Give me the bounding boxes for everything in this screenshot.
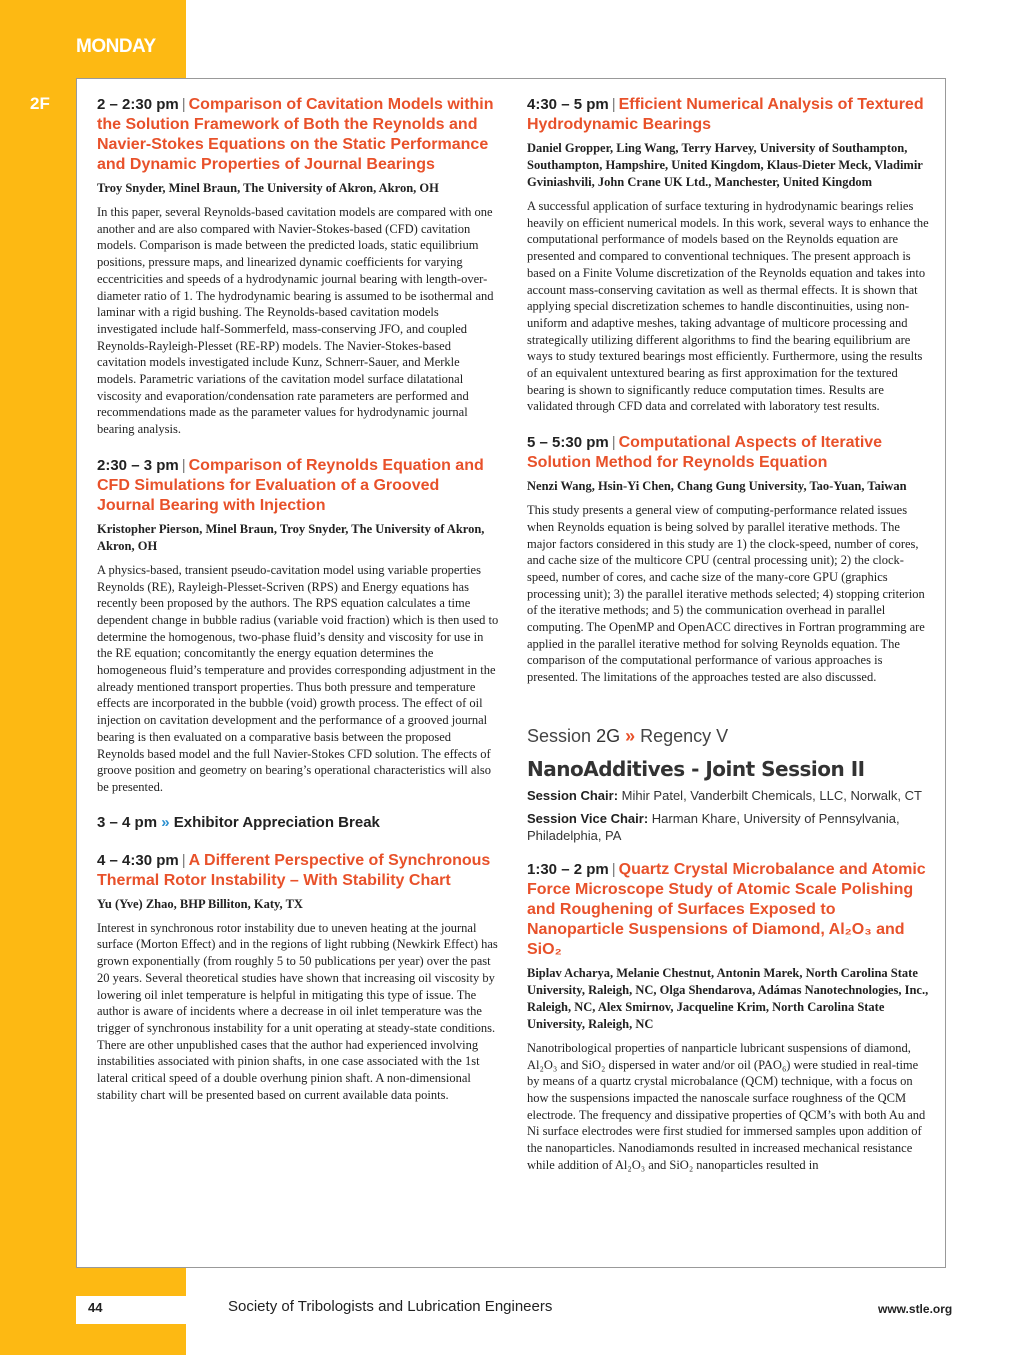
talk-time: 4:30 – 5 pm	[527, 96, 609, 113]
break-time: 3 – 4 pm	[97, 813, 158, 831]
break-item	[97, 814, 499, 831]
talk-time: 4 – 4:30 pm	[97, 851, 179, 869]
talk-authors: Kristopher Pierson, Minel Braun, Troy Snyder, The University of Akron, Akron, OH	[97, 521, 485, 553]
chair-label: Session Chair:	[527, 787, 619, 803]
talk-time: 2:30 – 3 pm	[97, 456, 179, 474]
chair-name: Mihir Patel, Vanderbilt Chemicals, LLC, Norwalk, CT	[621, 787, 922, 803]
left-column	[97, 95, 499, 1121]
session-prefix: Session	[527, 725, 592, 746]
session-chair	[527, 787, 929, 804]
talk-title: Computational Aspects of Iterative Solution Method for Reynolds Equation	[527, 434, 883, 472]
talk-abstract: Interest in synchronous rotor instability due to uneven heating at the journal surface (Morton Effect) and in the regions of light rubbing (Newkirk Effect) has grown exponentially (from roughly 5 to 50 publications per year) over the past 20 years. Several theoretical studies have shown that increasing oil viscosity by lowering oil inlet temperature is helpful in mitigating this type of issue. The author is aware of incidents where a decrease in oil inlet temperature was the trigger of synchronous instability for a unit operating at steady-state conditions. There are other unpublished cases that the author had experienced involving instabilities associated with pinion shafts, in one case associated with the 1st lateral critical speed of a double overhung pinion shaft. A non-dimensional stability chart will be presented based on current available data points.	[97, 920, 498, 1102]
talk-time: 2 – 2:30 pm	[97, 96, 179, 113]
session-heading	[527, 726, 929, 747]
talk-heading	[97, 851, 499, 891]
vice-chair-label: Session Vice Chair:	[527, 810, 649, 826]
talk-heading	[527, 433, 929, 473]
talk-heading	[527, 860, 929, 960]
separator: |	[611, 860, 616, 878]
talk-abstract: Nanotribological properties of nanparticle lubricant suspensions of diamond, Al₂O₃ and SiO₂ dispersed in water and/or oil (PAO₆) were studied in real-time by means of a quartz crystal microbalance (QCM) technique, with a focus on how the suspensions impacted the nanoscale surface roughness of the QCM electrode. The frequency and dissipative properties of QCM’s with both Au and Ni surface electrodes were first studied for immersed samples upon addition of the nanoparticles. Nanodiamonds resulted in increased mechanical resistance while addition of Al₂O₃ and SiO₂ nanoparticles resulted in	[527, 1040, 926, 1172]
footer-website: www.stle.org	[878, 1302, 953, 1316]
talk-abstract: A successful application of surface texturing in hydrodynamic bearings relies heavily on efficient numerical models. In this work, several ways to enhance the computational performance of models based on the Reynolds equation are presented and compared to conventional techniques. The present approach is based on a Finite Volume discretization of the Reynolds equation and takes into account mass-conserving cavitation as well as thermal effects. It is shown that applying special discretization schemes to handle discontinuities, using non-uniform and adaptive meshes, taking advantage of multicore processing and strategically utilizing different algorithms to find the bearing equilibrium are ways to study textured bearings most efficiently. Furthermore, using the results of an equivalent untextured bearing as first approximation for the textured bearing is shown to significantly reduce computation times. Results are validated through CFD data and correlated with laboratory test results.	[527, 199, 929, 414]
talk-authors: Biplav Acharya, Melanie Chestnut, Antonin Marek, North Carolina State University, Raleigh, NC, Olga Shendarova, Adámas Nanotechnologies, Inc., Raleigh, NC, Alex Smirnov, Jacqueline Krim, North Carolina State University, Raleigh, NC	[527, 965, 929, 1031]
talk-heading	[527, 95, 929, 135]
separator: |	[611, 434, 616, 452]
footer-organization: Society of Tribologists and Lubrication Engineers	[228, 1298, 553, 1315]
separator: |	[611, 96, 616, 113]
talk-heading	[97, 456, 499, 516]
talk-title: A Different Perspective of Synchronous Thermal Rotor Instability – With Stability Chart	[97, 851, 491, 889]
right-column	[527, 95, 929, 1192]
talk-title: Comparison of Cavitation Models within the Solution Framework of Both the Reynolds and Navier-Stokes Equations on the Static Performance and Dynamic Properties of Journal Bearings	[97, 96, 494, 173]
talk-title: Quartz Crystal Microbalance and Atomic Force Microscope Study of Atomic Scale Polishing and Roughening of Surfaces Exposed to Nanoparticle Suspensions of Diamond, Al₂O₃ and SiO₂	[527, 860, 926, 958]
session-title: NanoAdditives - Joint Session II	[527, 756, 865, 781]
talk-title: Efficient Numerical Analysis of Textured Hydrodynamic Bearings	[527, 96, 924, 133]
talk-5	[527, 433, 929, 686]
vice-chair-name: Harman Khare, University of Pennsylvania, Philadelphia, PA	[527, 810, 900, 843]
chevron-icon: »	[625, 725, 636, 746]
content-box	[76, 78, 946, 1268]
session-room: Regency V	[640, 725, 729, 746]
talk-abstract: This study presents a general view of computing-performance related issues when Reynolds equation is being solved by parallel iterative methods. The major factors considered in this study are 1) the clock-speed, number of cores, and cache size of the multicore CPU (central processing unit); 2) the clock-speed, number of cores, and cache size of the many-core GPU (graphics processing unit); 3) the parallel iterative methods selected; 4) stopping criterion of the iterative methods; and 5) the communication overhead in parallel computing. The OpenMP and OpenACC directives in Fortran programming are applied in the parallel iterative method for solving Reynolds equation. The comparison of the computational performance of various approaches is presented. The limitations of the approaches tested are also discussed.	[527, 503, 925, 685]
separator: |	[181, 851, 186, 869]
talk-title: Comparison of Reynolds Equation and CFD Simulations for Evaluation of a Grooved Journal Bearing with Injection	[97, 456, 484, 514]
session-tag: 2F	[30, 94, 50, 113]
separator: |	[181, 456, 186, 474]
talk-abstract: A physics-based, transient pseudo-cavitation model using variable properties Reynolds (RE), Rayleigh-Plesset-Scriven (RPS) and Energy equations has recently been proposed by the authors. The RPS equation calculates a time dependent change in bubble radius (variable void fraction) which is then used to determine the homogenous, two-phase fluid’s density and viscosity for use in the RE equation; concomitantly the energy equation determines the homogeneous fluid’s temperature and provides corresponding adjustment in the already mentioned transport properties. Thus both pressure and temperature effects are incorporated in the bubble (void) growth process. The effect of oil injection on cavitation development and the performance of a grooved journal bearing is then evaluated on a comparative basis between the proposed Reynolds based model and the full Navier-Stokes CFD solution. The effects of groove position and geometry on bearing’s operational characteristics will also be presented.	[97, 562, 499, 794]
separator: |	[181, 96, 186, 113]
talk-authors: Yu (Yve) Zhao, BHP Billiton, Katy, TX	[97, 896, 303, 911]
day-label: MONDAY	[76, 36, 156, 57]
break-label: Exhibitor Appreciation Break	[173, 813, 380, 831]
talk-time: 1:30 – 2 pm	[527, 860, 609, 878]
chevron-icon: »	[161, 813, 170, 831]
talk-2	[97, 456, 499, 796]
talk-3	[97, 851, 499, 1104]
talk-authors: Daniel Gropper, Ling Wang, Terry Harvey, University of Southampton, Southampton, Hampshire, United Kingdom, Klaus-Dieter Meck, Vladimir Gviniashvili, John Crane UK Ltd., Manchester, United Kingdom	[527, 141, 923, 189]
page-number: 44	[88, 1300, 103, 1315]
talk-heading	[97, 95, 499, 175]
talk-1	[97, 95, 499, 438]
session-number: 2G	[596, 725, 621, 746]
talk-4	[527, 95, 929, 415]
talk-abstract: In this paper, several Reynolds-based cavitation models are compared with one another and are also compared with Navier-Stokes-based (CFD) cavitation models. Comparison is made between the predicted loads, static equilibrium positions, pressure maps, and linearized dynamic coefficients for varying eccentricities and speeds of a hydrodynamic journal bearing with length-over-diameter ratio of 1. The hydrodynamic bearing is assumed to be isothermal and laminar with a rigid bushing. The Reynolds-based cavitation models investigated include half-Sommerfeld, mass-conserving JFO, and coupled Reynolds-Rayleigh-Plesset (RE-RP) models. The Navier-Stokes-based cavitation models investigated include Kunz, Schnerr-Sauer, and Merkle models. Parametric variations of the cavitation model surface dilatational viscosity and evaporation/condensation rate parameters are performed and recommendations made as the parameter values for hydrodynamic journal bearing analysis.	[97, 205, 494, 437]
talk-6	[527, 860, 929, 1174]
talk-authors: Nenzi Wang, Hsin-Yi Chen, Chang Gung University, Tao-Yuan, Taiwan	[527, 479, 907, 494]
talk-time: 5 – 5:30 pm	[527, 434, 609, 452]
session-vice-chair	[527, 810, 929, 844]
talk-authors: Troy Snyder, Minel Braun, The University of Akron, Akron, OH	[97, 181, 439, 195]
